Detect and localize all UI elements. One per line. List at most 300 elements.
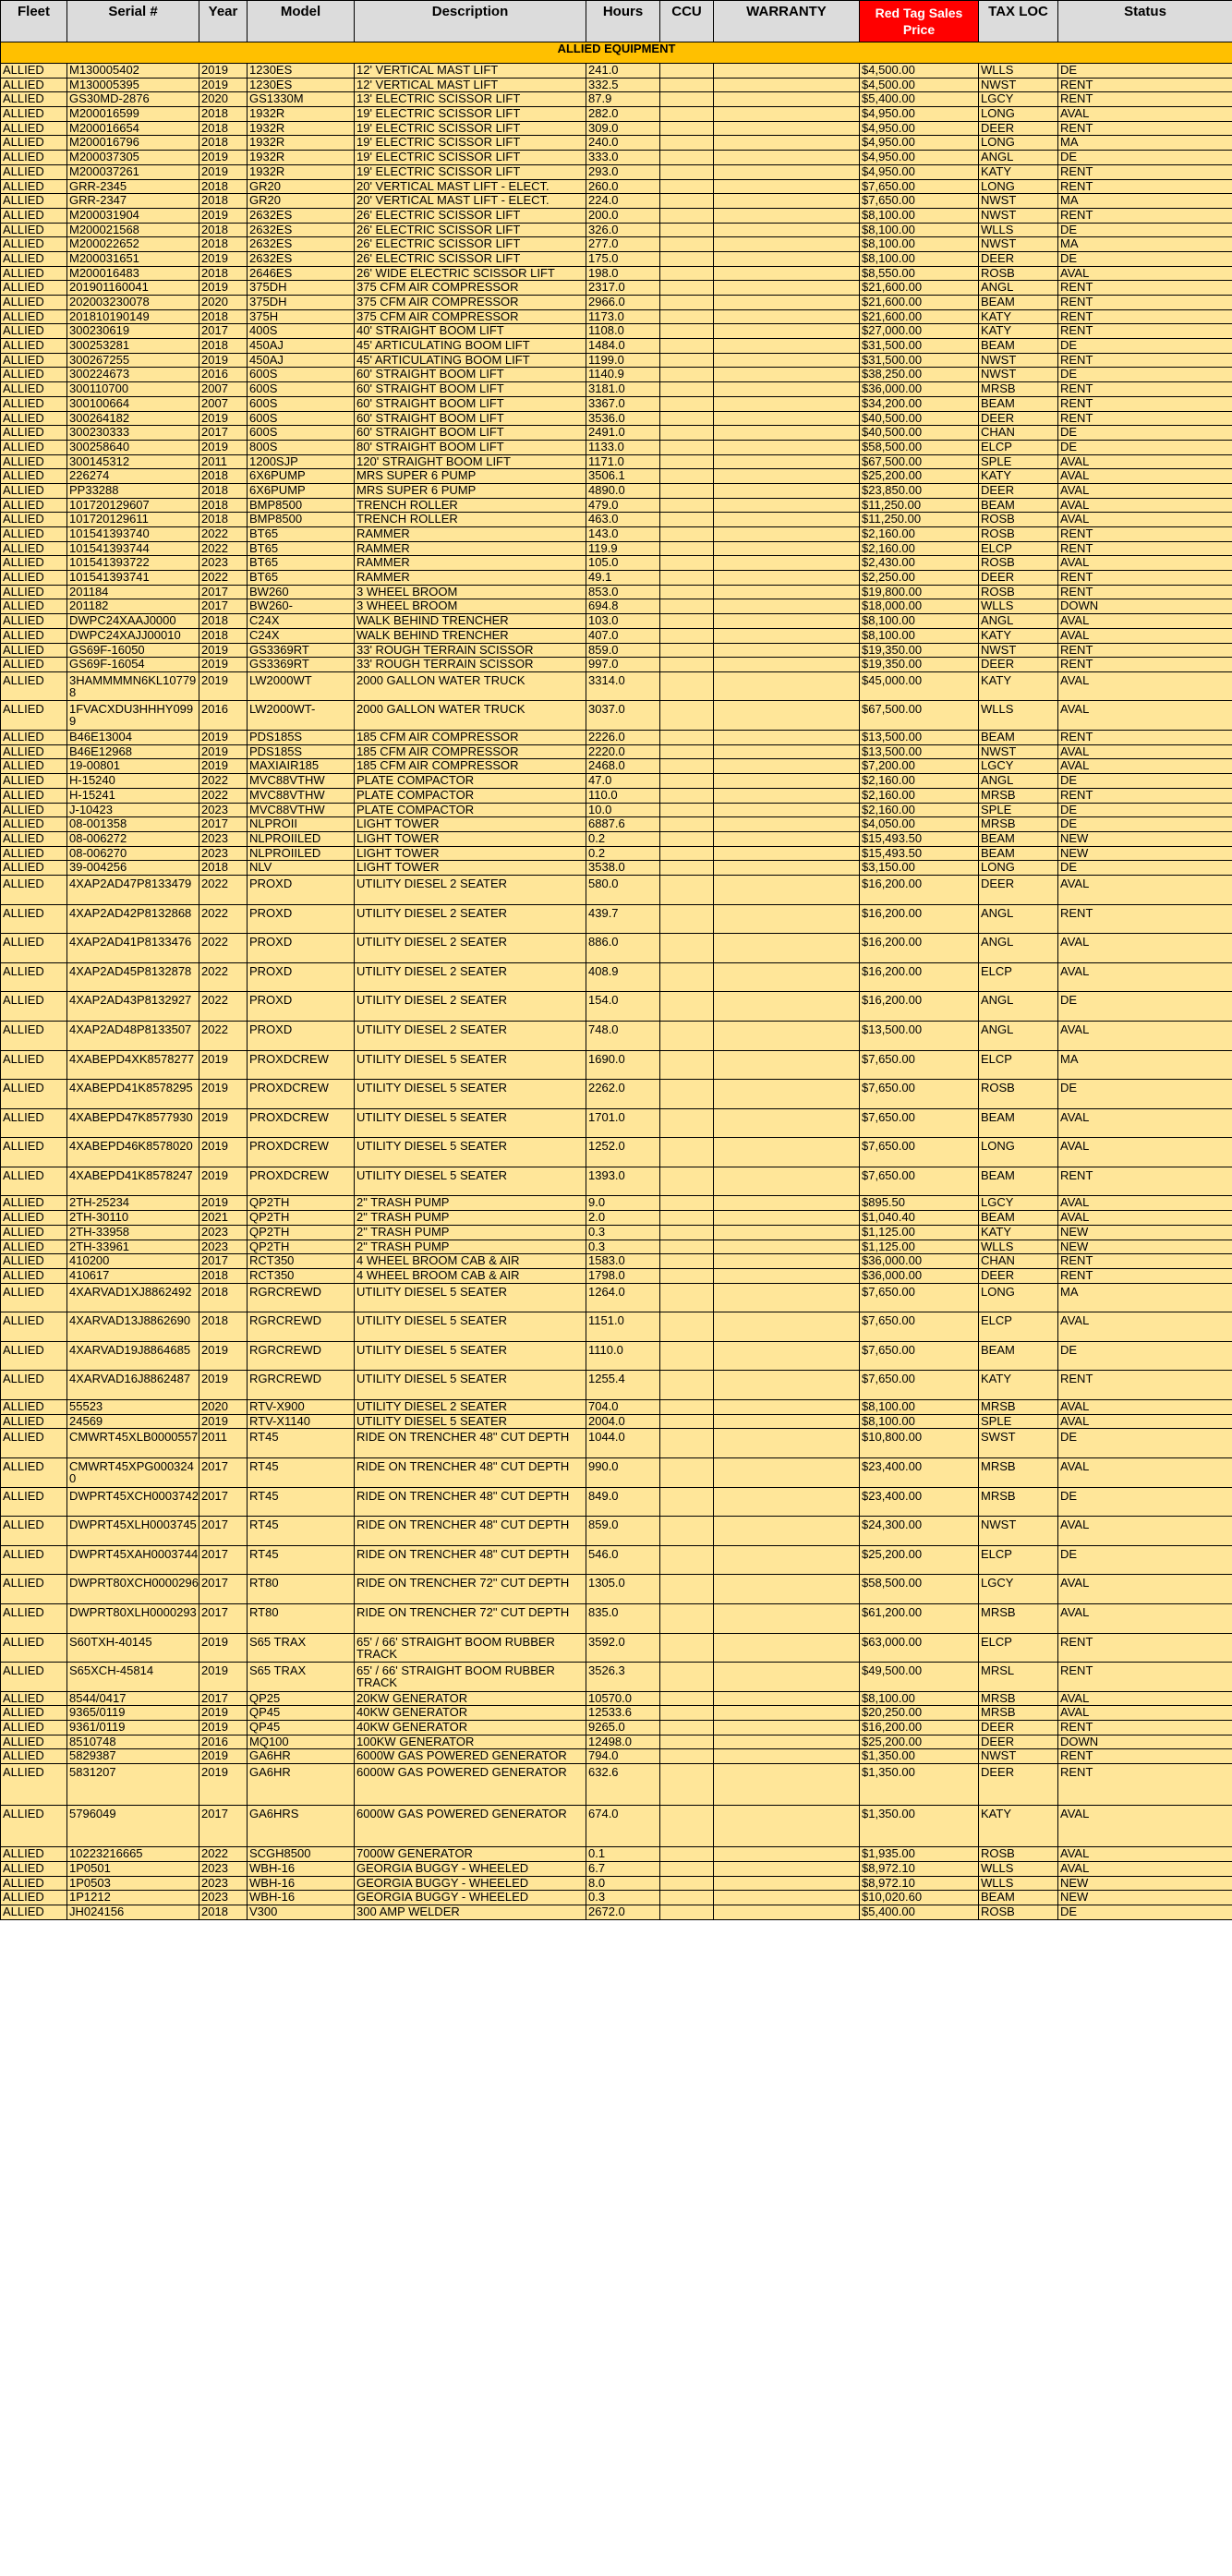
cell-ccu[interactable] xyxy=(660,744,714,759)
cell-model[interactable]: RT45 xyxy=(248,1517,355,1546)
cell-hours[interactable]: 277.0 xyxy=(586,237,660,252)
cell-price[interactable]: $7,650.00 xyxy=(860,1312,979,1342)
cell-fleet[interactable]: ALLIED xyxy=(1,1414,67,1429)
cell-fleet[interactable]: ALLIED xyxy=(1,136,67,151)
cell-price[interactable]: $11,250.00 xyxy=(860,498,979,513)
cell-hours[interactable]: 1393.0 xyxy=(586,1167,660,1196)
table-row[interactable] xyxy=(1,208,1232,223)
cell-hours[interactable]: 704.0 xyxy=(586,1399,660,1414)
cell-serial[interactable]: 4XAP2AD47P8133479 xyxy=(67,875,199,904)
cell-hours[interactable]: 439.7 xyxy=(586,904,660,934)
cell-ccu[interactable] xyxy=(660,1691,714,1706)
cell-serial[interactable]: 19-00801 xyxy=(67,759,199,774)
cell-warranty[interactable] xyxy=(714,1575,860,1604)
table-row[interactable] xyxy=(1,164,1232,179)
cell-ccu[interactable] xyxy=(660,396,714,411)
cell-tax-loc[interactable]: LONG xyxy=(979,861,1058,876)
cell-tax-loc[interactable]: BEAM xyxy=(979,1891,1058,1905)
cell-tax-loc[interactable]: ROSB xyxy=(979,513,1058,527)
cell-model[interactable]: RTV-X1140 xyxy=(248,1414,355,1429)
cell-warranty[interactable] xyxy=(714,1847,860,1862)
cell-fleet[interactable]: ALLIED xyxy=(1,1861,67,1876)
cell-ccu[interactable] xyxy=(660,1254,714,1269)
cell-price[interactable]: $2,160.00 xyxy=(860,788,979,803)
cell-hours[interactable]: 1133.0 xyxy=(586,440,660,454)
cell-price[interactable]: $15,493.50 xyxy=(860,831,979,846)
cell-price[interactable]: $4,950.00 xyxy=(860,107,979,122)
cell-hours[interactable]: 580.0 xyxy=(586,875,660,904)
cell-model[interactable]: 6X6PUMP xyxy=(248,483,355,498)
cell-tax-loc[interactable]: ELCP xyxy=(979,962,1058,992)
cell-tax-loc[interactable]: MRSL xyxy=(979,1663,1058,1692)
cell-warranty[interactable] xyxy=(714,353,860,368)
cell-description[interactable]: UTILITY DIESEL 2 SEATER xyxy=(355,992,586,1022)
cell-status[interactable]: RENT xyxy=(1058,904,1232,934)
cell-hours[interactable]: 2317.0 xyxy=(586,281,660,296)
cell-fleet[interactable]: ALLIED xyxy=(1,1891,67,1905)
cell-tax-loc[interactable]: BEAM xyxy=(979,846,1058,861)
cell-status[interactable]: AVAL xyxy=(1058,1399,1232,1414)
table-row[interactable] xyxy=(1,1663,1232,1692)
cell-serial[interactable]: 1P1212 xyxy=(67,1891,199,1905)
table-row[interactable] xyxy=(1,151,1232,165)
cell-ccu[interactable] xyxy=(660,1414,714,1429)
cell-model[interactable]: QP2TH xyxy=(248,1225,355,1240)
cell-warranty[interactable] xyxy=(714,1706,860,1721)
cell-tax-loc[interactable]: WLLS xyxy=(979,1240,1058,1254)
cell-warranty[interactable] xyxy=(714,831,860,846)
cell-status[interactable]: NEW xyxy=(1058,831,1232,846)
table-row[interactable] xyxy=(1,1487,1232,1517)
cell-tax-loc[interactable]: DEER xyxy=(979,1764,1058,1806)
cell-price[interactable]: $40,500.00 xyxy=(860,426,979,441)
cell-warranty[interactable] xyxy=(714,1735,860,1749)
cell-serial[interactable]: 1FVACXDU3HHHY0999 xyxy=(67,701,199,731)
cell-fleet[interactable]: ALLIED xyxy=(1,309,67,324)
cell-tax-loc[interactable]: MRSB xyxy=(979,1487,1058,1517)
cell-tax-loc[interactable]: ANGL xyxy=(979,992,1058,1022)
cell-model[interactable]: PROXD xyxy=(248,962,355,992)
cell-status[interactable]: MA xyxy=(1058,1050,1232,1080)
cell-year[interactable]: 2020 xyxy=(199,92,248,107)
cell-description[interactable]: UTILITY DIESEL 5 SEATER xyxy=(355,1414,586,1429)
cell-ccu[interactable] xyxy=(660,817,714,832)
cell-tax-loc[interactable]: LONG xyxy=(979,1283,1058,1312)
table-row[interactable] xyxy=(1,556,1232,571)
cell-hours[interactable]: 748.0 xyxy=(586,1021,660,1050)
table-row[interactable] xyxy=(1,353,1232,368)
cell-warranty[interactable] xyxy=(714,223,860,237)
cell-hours[interactable]: 1798.0 xyxy=(586,1268,660,1283)
cell-price[interactable]: $11,250.00 xyxy=(860,513,979,527)
cell-serial[interactable]: GRR-2345 xyxy=(67,179,199,194)
cell-model[interactable]: MVC88VTHW xyxy=(248,803,355,817)
cell-hours[interactable]: 119.9 xyxy=(586,541,660,556)
cell-model[interactable]: 1932R xyxy=(248,136,355,151)
cell-year[interactable]: 2019 xyxy=(199,1080,248,1109)
table-row[interactable] xyxy=(1,671,1232,701)
cell-ccu[interactable] xyxy=(660,1457,714,1487)
cell-price[interactable]: $61,200.00 xyxy=(860,1603,979,1633)
cell-tax-loc[interactable]: ROSB xyxy=(979,556,1058,571)
cell-warranty[interactable] xyxy=(714,1021,860,1050)
cell-tax-loc[interactable]: KATY xyxy=(979,469,1058,484)
cell-serial[interactable]: 3HAMMMMN6KL107798 xyxy=(67,671,199,701)
cell-warranty[interactable] xyxy=(714,440,860,454)
cell-price[interactable]: $8,100.00 xyxy=(860,1414,979,1429)
cell-serial[interactable]: M200021568 xyxy=(67,223,199,237)
cell-serial[interactable]: 4XAP2AD42P8132868 xyxy=(67,904,199,934)
cell-price[interactable]: $16,200.00 xyxy=(860,962,979,992)
cell-warranty[interactable] xyxy=(714,1905,860,1919)
cell-year[interactable]: 2019 xyxy=(199,643,248,658)
cell-hours[interactable]: 87.9 xyxy=(586,92,660,107)
cell-warranty[interactable] xyxy=(714,1399,860,1414)
cell-fleet[interactable]: ALLIED xyxy=(1,1021,67,1050)
cell-price[interactable]: $36,000.00 xyxy=(860,1254,979,1269)
cell-status[interactable]: RENT xyxy=(1058,1721,1232,1735)
cell-ccu[interactable] xyxy=(660,324,714,339)
cell-year[interactable]: 2018 xyxy=(199,237,248,252)
cell-model[interactable]: 1932R xyxy=(248,151,355,165)
cell-serial[interactable]: CMWRT45XPG0003240 xyxy=(67,1457,199,1487)
cell-model[interactable]: QP45 xyxy=(248,1706,355,1721)
cell-model[interactable]: PROXDCREW xyxy=(248,1080,355,1109)
table-row[interactable] xyxy=(1,107,1232,122)
cell-model[interactable]: GR20 xyxy=(248,179,355,194)
cell-model[interactable]: NLPROIILED xyxy=(248,846,355,861)
cell-hours[interactable]: 2966.0 xyxy=(586,296,660,310)
cell-ccu[interactable] xyxy=(660,454,714,469)
table-row[interactable] xyxy=(1,411,1232,426)
cell-model[interactable]: BT65 xyxy=(248,571,355,586)
table-row[interactable] xyxy=(1,78,1232,92)
cell-model[interactable]: MAXIAIR185 xyxy=(248,759,355,774)
table-row[interactable] xyxy=(1,817,1232,832)
cell-year[interactable]: 2019 xyxy=(199,251,248,266)
cell-model[interactable]: 2632ES xyxy=(248,208,355,223)
cell-model[interactable]: 2632ES xyxy=(248,237,355,252)
cell-ccu[interactable] xyxy=(660,1050,714,1080)
cell-status[interactable]: RENT xyxy=(1058,78,1232,92)
cell-description[interactable]: 2" TRASH PUMP xyxy=(355,1225,586,1240)
cell-hours[interactable]: 2220.0 xyxy=(586,744,660,759)
cell-fleet[interactable]: ALLIED xyxy=(1,151,67,165)
cell-serial[interactable]: DWPC24XAAJ0000 xyxy=(67,614,199,629)
cell-fleet[interactable]: ALLIED xyxy=(1,731,67,745)
cell-status[interactable]: AVAL xyxy=(1058,556,1232,571)
cell-warranty[interactable] xyxy=(714,309,860,324)
cell-description[interactable]: 13' ELECTRIC SCISSOR LIFT xyxy=(355,92,586,107)
cell-warranty[interactable] xyxy=(714,483,860,498)
cell-price[interactable]: $21,600.00 xyxy=(860,281,979,296)
cell-warranty[interactable] xyxy=(714,1138,860,1167)
table-row[interactable] xyxy=(1,831,1232,846)
cell-fleet[interactable]: ALLIED xyxy=(1,1457,67,1487)
cell-year[interactable]: 2011 xyxy=(199,454,248,469)
cell-ccu[interactable] xyxy=(660,1108,714,1138)
cell-price[interactable]: $36,000.00 xyxy=(860,1268,979,1283)
cell-hours[interactable]: 990.0 xyxy=(586,1457,660,1487)
cell-description[interactable]: UTILITY DIESEL 5 SEATER xyxy=(355,1312,586,1342)
cell-model[interactable]: LW2000WT xyxy=(248,671,355,701)
cell-status[interactable]: RENT xyxy=(1058,1371,1232,1400)
cell-model[interactable]: BT65 xyxy=(248,556,355,571)
cell-year[interactable]: 2018 xyxy=(199,339,248,354)
cell-fleet[interactable]: ALLIED xyxy=(1,1517,67,1546)
table-row[interactable] xyxy=(1,599,1232,614)
cell-year[interactable]: 2019 xyxy=(199,1167,248,1196)
cell-tax-loc[interactable]: ANGL xyxy=(979,1021,1058,1050)
cell-ccu[interactable] xyxy=(660,164,714,179)
cell-serial[interactable]: 201182 xyxy=(67,599,199,614)
cell-status[interactable]: RENT xyxy=(1058,1663,1232,1692)
cell-description[interactable]: 2000 GALLON WATER TRUCK xyxy=(355,671,586,701)
cell-fleet[interactable]: ALLIED xyxy=(1,121,67,136)
cell-model[interactable]: RGRCREWD xyxy=(248,1341,355,1371)
cell-serial[interactable]: M200016599 xyxy=(67,107,199,122)
cell-serial[interactable]: 24569 xyxy=(67,1414,199,1429)
cell-fleet[interactable]: ALLIED xyxy=(1,803,67,817)
cell-status[interactable]: MA xyxy=(1058,237,1232,252)
cell-tax-loc[interactable]: DEER xyxy=(979,658,1058,672)
cell-model[interactable]: 1200SJP xyxy=(248,454,355,469)
cell-year[interactable]: 2017 xyxy=(199,585,248,599)
cell-status[interactable]: RENT xyxy=(1058,541,1232,556)
cell-serial[interactable]: 101541393740 xyxy=(67,527,199,542)
cell-year[interactable]: 2018 xyxy=(199,1312,248,1342)
cell-ccu[interactable] xyxy=(660,934,714,963)
cell-serial[interactable]: 10223216665 xyxy=(67,1847,199,1862)
cell-year[interactable]: 2018 xyxy=(199,136,248,151)
cell-warranty[interactable] xyxy=(714,1196,860,1211)
cell-tax-loc[interactable]: LGCY xyxy=(979,1196,1058,1211)
cell-hours[interactable]: 408.9 xyxy=(586,962,660,992)
cell-ccu[interactable] xyxy=(660,831,714,846)
header-ccu[interactable]: CCU xyxy=(660,1,714,42)
cell-ccu[interactable] xyxy=(660,1847,714,1862)
cell-status[interactable]: DE xyxy=(1058,1905,1232,1919)
cell-model[interactable]: RT80 xyxy=(248,1575,355,1604)
cell-hours[interactable]: 8.0 xyxy=(586,1876,660,1891)
cell-model[interactable]: S65 TRAX xyxy=(248,1663,355,1692)
table-row[interactable] xyxy=(1,992,1232,1022)
cell-year[interactable]: 2019 xyxy=(199,671,248,701)
cell-tax-loc[interactable]: KATY xyxy=(979,1806,1058,1847)
cell-serial[interactable]: 55523 xyxy=(67,1399,199,1414)
cell-hours[interactable]: 0.2 xyxy=(586,846,660,861)
cell-model[interactable]: NLV xyxy=(248,861,355,876)
cell-tax-loc[interactable]: DEER xyxy=(979,411,1058,426)
cell-serial[interactable]: 9365/0119 xyxy=(67,1706,199,1721)
cell-serial[interactable]: DWPRT45XLH0003745 xyxy=(67,1517,199,1546)
cell-tax-loc[interactable]: ROSB xyxy=(979,266,1058,281)
cell-tax-loc[interactable]: BEAM xyxy=(979,1211,1058,1226)
table-row[interactable] xyxy=(1,237,1232,252)
table-row[interactable] xyxy=(1,744,1232,759)
cell-fleet[interactable]: ALLIED xyxy=(1,992,67,1022)
cell-price[interactable]: $58,500.00 xyxy=(860,1575,979,1604)
cell-serial[interactable]: 1P0501 xyxy=(67,1861,199,1876)
cell-ccu[interactable] xyxy=(660,788,714,803)
cell-tax-loc[interactable]: LONG xyxy=(979,179,1058,194)
cell-model[interactable]: 600S xyxy=(248,426,355,441)
cell-ccu[interactable] xyxy=(660,151,714,165)
cell-price[interactable]: $7,650.00 xyxy=(860,1341,979,1371)
cell-ccu[interactable] xyxy=(660,1240,714,1254)
cell-price[interactable]: $2,160.00 xyxy=(860,803,979,817)
cell-price[interactable]: $16,200.00 xyxy=(860,904,979,934)
cell-fleet[interactable]: ALLIED xyxy=(1,846,67,861)
cell-warranty[interactable] xyxy=(714,671,860,701)
cell-fleet[interactable]: ALLIED xyxy=(1,599,67,614)
cell-year[interactable]: 2019 xyxy=(199,1663,248,1692)
cell-price[interactable]: $1,350.00 xyxy=(860,1806,979,1847)
cell-year[interactable]: 2019 xyxy=(199,78,248,92)
cell-fleet[interactable]: ALLIED xyxy=(1,1749,67,1764)
cell-serial[interactable]: 5831207 xyxy=(67,1764,199,1806)
cell-model[interactable]: WBH-16 xyxy=(248,1876,355,1891)
cell-serial[interactable]: M200016483 xyxy=(67,266,199,281)
cell-status[interactable]: AVAL xyxy=(1058,1847,1232,1862)
cell-tax-loc[interactable]: KATY xyxy=(979,309,1058,324)
cell-year[interactable]: 2018 xyxy=(199,861,248,876)
cell-model[interactable]: 400S xyxy=(248,324,355,339)
cell-year[interactable]: 2019 xyxy=(199,1721,248,1735)
cell-ccu[interactable] xyxy=(660,1021,714,1050)
cell-serial[interactable]: M130005395 xyxy=(67,78,199,92)
cell-fleet[interactable]: ALLIED xyxy=(1,904,67,934)
cell-ccu[interactable] xyxy=(660,1487,714,1517)
cell-serial[interactable]: 9361/0119 xyxy=(67,1721,199,1735)
cell-fleet[interactable]: ALLIED xyxy=(1,628,67,643)
cell-ccu[interactable] xyxy=(660,1167,714,1196)
table-row[interactable] xyxy=(1,934,1232,963)
cell-status[interactable]: AVAL xyxy=(1058,1196,1232,1211)
cell-status[interactable]: AVAL xyxy=(1058,934,1232,963)
cell-fleet[interactable]: ALLIED xyxy=(1,962,67,992)
cell-status[interactable]: AVAL xyxy=(1058,671,1232,701)
cell-fleet[interactable]: ALLIED xyxy=(1,1371,67,1400)
header-status[interactable]: Status xyxy=(1058,1,1232,42)
cell-price[interactable]: $40,500.00 xyxy=(860,411,979,426)
cell-hours[interactable]: 859.0 xyxy=(586,643,660,658)
cell-tax-loc[interactable]: BEAM xyxy=(979,1167,1058,1196)
cell-description[interactable]: WALK BEHIND TRENCHER xyxy=(355,614,586,629)
table-row[interactable] xyxy=(1,1876,1232,1891)
cell-description[interactable]: 26' WIDE ELECTRIC SCISSOR LIFT xyxy=(355,266,586,281)
cell-status[interactable]: AVAL xyxy=(1058,107,1232,122)
cell-price[interactable]: $45,000.00 xyxy=(860,671,979,701)
table-row[interactable] xyxy=(1,1080,1232,1109)
table-row[interactable] xyxy=(1,1764,1232,1806)
header-year[interactable]: Year xyxy=(199,1,248,42)
cell-ccu[interactable] xyxy=(660,731,714,745)
cell-warranty[interactable] xyxy=(714,1108,860,1138)
cell-status[interactable]: AVAL xyxy=(1058,1806,1232,1847)
cell-price[interactable]: $7,650.00 xyxy=(860,194,979,209)
cell-serial[interactable]: B46E12968 xyxy=(67,744,199,759)
table-row[interactable] xyxy=(1,541,1232,556)
cell-description[interactable]: 6000W GAS POWERED GENERATOR xyxy=(355,1749,586,1764)
cell-serial[interactable]: 8510748 xyxy=(67,1735,199,1749)
cell-status[interactable]: RENT xyxy=(1058,382,1232,397)
header-serial[interactable]: Serial # xyxy=(67,1,199,42)
cell-tax-loc[interactable]: MRSB xyxy=(979,382,1058,397)
cell-year[interactable]: 2016 xyxy=(199,1735,248,1749)
cell-model[interactable]: NLPROIILED xyxy=(248,831,355,846)
cell-price[interactable]: $1,125.00 xyxy=(860,1240,979,1254)
cell-description[interactable]: UTILITY DIESEL 5 SEATER xyxy=(355,1080,586,1109)
cell-tax-loc[interactable]: ANGL xyxy=(979,281,1058,296)
cell-description[interactable]: 60' STRAIGHT BOOM LIFT xyxy=(355,368,586,382)
cell-status[interactable]: AVAL xyxy=(1058,759,1232,774)
cell-fleet[interactable]: ALLIED xyxy=(1,1706,67,1721)
cell-ccu[interactable] xyxy=(660,585,714,599)
cell-warranty[interactable] xyxy=(714,411,860,426)
cell-warranty[interactable] xyxy=(714,934,860,963)
cell-description[interactable]: 26' ELECTRIC SCISSOR LIFT xyxy=(355,251,586,266)
cell-serial[interactable]: 1P0503 xyxy=(67,1876,199,1891)
cell-model[interactable]: RTV-X900 xyxy=(248,1399,355,1414)
cell-fleet[interactable]: ALLIED xyxy=(1,368,67,382)
cell-year[interactable]: 2018 xyxy=(199,194,248,209)
cell-ccu[interactable] xyxy=(660,296,714,310)
cell-year[interactable]: 2022 xyxy=(199,571,248,586)
cell-hours[interactable]: 175.0 xyxy=(586,251,660,266)
cell-hours[interactable]: 2262.0 xyxy=(586,1080,660,1109)
cell-warranty[interactable] xyxy=(714,1050,860,1080)
table-row[interactable] xyxy=(1,628,1232,643)
cell-model[interactable]: PROXDCREW xyxy=(248,1167,355,1196)
cell-model[interactable]: RT45 xyxy=(248,1487,355,1517)
cell-hours[interactable]: 110.0 xyxy=(586,788,660,803)
cell-ccu[interactable] xyxy=(660,1341,714,1371)
cell-status[interactable]: AVAL xyxy=(1058,1021,1232,1050)
cell-price[interactable]: $7,650.00 xyxy=(860,1080,979,1109)
cell-serial[interactable]: 2TH-30110 xyxy=(67,1211,199,1226)
cell-fleet[interactable]: ALLIED xyxy=(1,266,67,281)
table-row[interactable] xyxy=(1,296,1232,310)
cell-description[interactable]: 375 CFM AIR COMPRESSOR xyxy=(355,296,586,310)
cell-serial[interactable]: 101541393722 xyxy=(67,556,199,571)
cell-ccu[interactable] xyxy=(660,1399,714,1414)
cell-price[interactable]: $8,550.00 xyxy=(860,266,979,281)
table-row[interactable] xyxy=(1,1138,1232,1167)
cell-description[interactable]: 2000 GALLON WATER TRUCK xyxy=(355,701,586,731)
table-row[interactable] xyxy=(1,64,1232,79)
cell-ccu[interactable] xyxy=(660,1080,714,1109)
cell-ccu[interactable] xyxy=(660,1891,714,1905)
cell-description[interactable]: GEORGIA BUGGY - WHEELED xyxy=(355,1876,586,1891)
table-row[interactable] xyxy=(1,861,1232,876)
cell-year[interactable]: 2023 xyxy=(199,846,248,861)
table-row[interactable] xyxy=(1,731,1232,745)
cell-year[interactable]: 2017 xyxy=(199,324,248,339)
table-row[interactable] xyxy=(1,803,1232,817)
table-row[interactable] xyxy=(1,1891,1232,1905)
cell-status[interactable]: AVAL xyxy=(1058,1691,1232,1706)
cell-tax-loc[interactable]: NWST xyxy=(979,353,1058,368)
cell-year[interactable]: 2022 xyxy=(199,1847,248,1862)
cell-tax-loc[interactable]: LONG xyxy=(979,107,1058,122)
cell-warranty[interactable] xyxy=(714,1225,860,1240)
cell-ccu[interactable] xyxy=(660,194,714,209)
cell-status[interactable]: AVAL xyxy=(1058,1575,1232,1604)
cell-tax-loc[interactable]: LGCY xyxy=(979,92,1058,107)
cell-status[interactable]: AVAL xyxy=(1058,1138,1232,1167)
cell-model[interactable]: 375H xyxy=(248,309,355,324)
